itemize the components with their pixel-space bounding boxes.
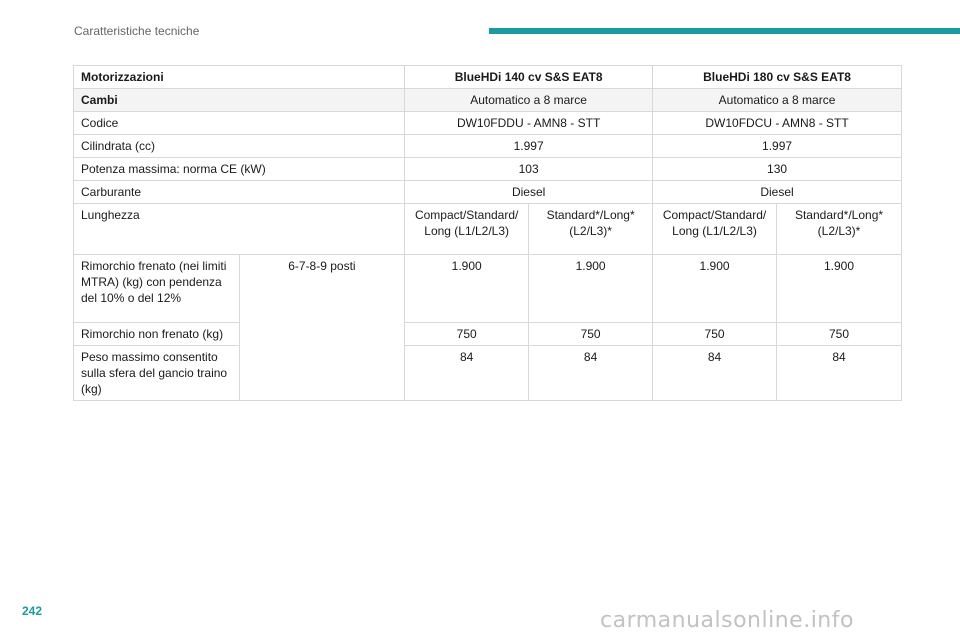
cell-value: 1.997	[405, 135, 653, 158]
row-label: Rimorchio non frenato (kg)	[74, 323, 240, 346]
cell-value: Standard*/Long* (L2/L3)*	[777, 204, 902, 255]
cell-value: 84	[529, 346, 653, 401]
table-row	[74, 112, 902, 135]
cell-value: 84	[777, 346, 902, 401]
table-row	[74, 181, 902, 204]
cell-value: 1.900	[529, 255, 653, 323]
cell-value: 1.900	[777, 255, 902, 323]
spec-table	[73, 65, 902, 401]
row-label: Peso massimo consentito sulla sfera del gancio traino (kg)	[74, 346, 240, 401]
cell-value: Compact/Standard/ Long (L1/L2/L3)	[653, 204, 777, 255]
cell-value: 84	[405, 346, 529, 401]
cell-value: DW10FDCU - AMN8 - STT	[653, 112, 902, 135]
table-row	[74, 346, 902, 401]
page-section-title: Caratteristiche tecniche	[74, 24, 200, 38]
header-accent-bar	[489, 28, 960, 34]
cell-value: 130	[653, 158, 902, 181]
table-header-row	[74, 66, 902, 89]
cell-value: 1.900	[405, 255, 529, 323]
cell-value: DW10FDDU - AMN8 - STT	[405, 112, 653, 135]
cell-value: 750	[653, 323, 777, 346]
row-label: Lunghezza	[74, 204, 405, 255]
row-label: Codice	[74, 112, 405, 135]
cell-value: Compact/Standard/ Long (L1/L2/L3)	[405, 204, 529, 255]
header-engine-1: BlueHDi 140 cv S&S EAT8	[405, 66, 653, 89]
cell-value: 84	[653, 346, 777, 401]
cell-value: Automatico a 8 marce	[405, 89, 653, 112]
table-row	[74, 323, 902, 346]
table-row	[74, 89, 902, 112]
row-label: Potenza massima: norma CE (kW)	[74, 158, 405, 181]
table-row	[74, 135, 902, 158]
cell-value: 1.900	[653, 255, 777, 323]
row-label: Carburante	[74, 181, 405, 204]
cell-value: 1.997	[653, 135, 902, 158]
cell-value: 750	[529, 323, 653, 346]
row-label: Rimorchio frenato (nei limiti MTRA) (kg) con pendenza del 10% o del 12%	[74, 255, 240, 323]
cell-value: 103	[405, 158, 653, 181]
cell-value: 750	[777, 323, 902, 346]
cell-value: Diesel	[405, 181, 653, 204]
cell-value: Diesel	[653, 181, 902, 204]
page-number: 242	[22, 604, 43, 618]
header-engine-2: BlueHDi 180 cv S&S EAT8	[653, 66, 902, 89]
table-row	[74, 158, 902, 181]
cell-value: 750	[405, 323, 529, 346]
table-row	[74, 255, 902, 323]
row-label: Cilindrata (cc)	[74, 135, 405, 158]
seats-cell: 6-7-8-9 posti	[239, 255, 405, 401]
cell-value: Standard*/Long* (L2/L3)*	[529, 204, 653, 255]
cell-value: Automatico a 8 marce	[653, 89, 902, 112]
table-row	[74, 204, 902, 255]
header-label-cell: Motorizzazioni	[74, 66, 405, 89]
watermark: carmanualsonline.info	[600, 608, 854, 633]
row-label: Cambi	[74, 89, 405, 112]
